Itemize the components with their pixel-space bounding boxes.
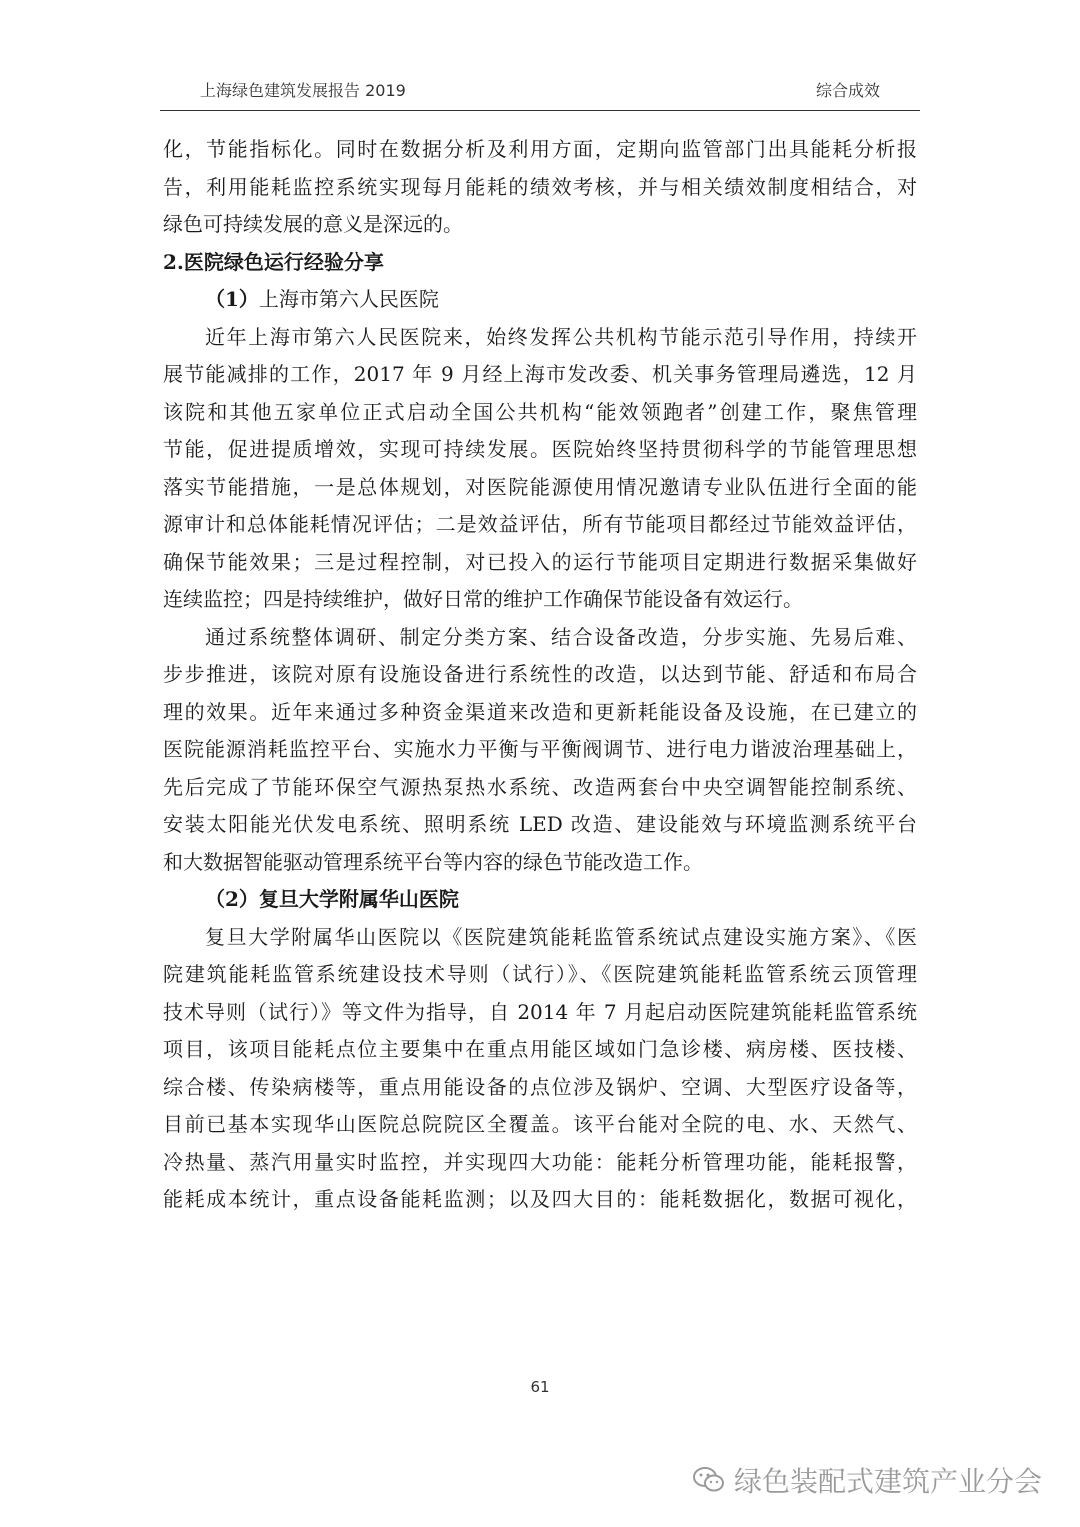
subsection-number: （2）	[205, 887, 259, 911]
text-line: 绿色可持续发展的意义是深远的。	[163, 212, 463, 236]
text-line: 和大数据智能驱动管理系统平台等内容的绿色节能改造工作。	[163, 849, 703, 874]
page-number: 61	[530, 1378, 550, 1396]
text-line: 通过系统整体调研、制定分类方案、结合设备改造，分步实施、先易后难、	[205, 624, 917, 649]
subsection-title: 上海市第六人民医院	[258, 287, 439, 311]
text-line: 目前已基本实现华山医院总院院区全覆盖。该平台能对全院的电、水、天然气、	[163, 1112, 917, 1136]
text-line: 理的效果。近年来通过多种资金渠道来改造和更新耗能设备及设施，在已建立的	[163, 699, 917, 724]
subsection-title: 复旦大学附属华山医院	[258, 887, 459, 911]
text-line: 技术导则（试行）》等文件为指导，自 2014 年 7 月起启动医院建筑能耗监管系统	[163, 999, 917, 1024]
text-line: 连续监控；四是持续维护，做好日常的维护工作确保节能设备有效运行。	[163, 587, 803, 611]
text-line: 医院能源消耗监控平台、实施水力平衡与平衡阀调节、进行电力谐波治理基础上，	[163, 737, 917, 761]
section-heading: 2.医院绿色运行经验分享	[163, 249, 384, 274]
text-line: 冷热量、蒸汽用量实时监控，并实现四大功能：能耗分析管理功能，能耗报警，	[163, 1149, 917, 1174]
text-line: 院建筑能耗监管系统建设技术导则（试行）》、《医院建筑能耗监管系统云顶管理	[163, 962, 917, 986]
subsection-number: （1）	[205, 287, 259, 311]
text-line: 能耗成本统计，重点设备能耗监测；以及四大目的：能耗数据化，数据可视化，	[163, 1187, 917, 1211]
subsection-heading-2	[163, 881, 917, 919]
text-line: 确保节能效果；三是过程控制，对已投入的运行节能项目定期进行数据采集做好	[163, 549, 917, 574]
text-line: 源审计和总体能耗情况评估；二是效益评估，所有节能项目都经过节能效益评估，	[163, 512, 917, 536]
text-line: 告，利用能耗监控系统实现每月能耗的绩效考核，并与相关绩效制度相结合，对	[163, 174, 917, 199]
watermark-text: 绿色装配式建筑产业分会	[733, 1465, 1042, 1498]
header-section-title: 综合成效	[815, 81, 880, 100]
text-line: 复旦大学附属华山医院以《医院建筑能耗监管系统试点建设实施方案》、《医	[205, 924, 917, 949]
text-line: 安装太阳能光伏发电系统、照明系统 LED 改造、建设能效与环境监测系统平台	[163, 812, 917, 836]
text-line: 项目，该项目能耗点位主要集中在重点用能区域如门急诊楼、病房楼、医技楼、	[163, 1037, 917, 1061]
watermark	[692, 1460, 1042, 1500]
text-line: 展节能减排的工作，2017 年 9 月经上海市发改委、机关事务管理局遴选，12 月	[163, 362, 917, 386]
text-line: 步步推进，该院对原有设施设备进行系统性的改造，以达到节能、舒适和布局合	[163, 662, 917, 686]
page-header	[160, 74, 920, 111]
subsection-heading-1	[163, 281, 917, 319]
text-line: 落实节能措施，一是总体规划，对医院能源使用情况邀请专业队伍进行全面的能	[163, 474, 917, 499]
header-report-title: 上海绿色建筑发展报告 2019	[200, 81, 406, 100]
text-line: 先后完成了节能环保空气源热泵热水系统、改造两套台中央空调智能控制系统、	[163, 774, 917, 799]
text-line: 该院和其他五家单位正式启动全国公共机构“能效领跑者”创建工作，聚焦管理	[163, 399, 917, 424]
text-line: 化，节能指标化。同时在数据分析及利用方面，定期向监管部门出具能耗分析报	[163, 137, 917, 161]
wechat-icon	[692, 1465, 726, 1495]
page-content	[163, 131, 917, 1219]
text-line: 节能，促进提质增效，实现可持续发展。医院始终坚持贯彻科学的节能管理思想	[163, 437, 917, 461]
text-line: 综合楼、传染病楼等，重点用能设备的点位涉及锅炉、空调、大型医疗设备等，	[163, 1074, 917, 1099]
text-line: 近年上海市第六人民医院来，始终发挥公共机构节能示范引导作用，持续开	[205, 324, 917, 349]
